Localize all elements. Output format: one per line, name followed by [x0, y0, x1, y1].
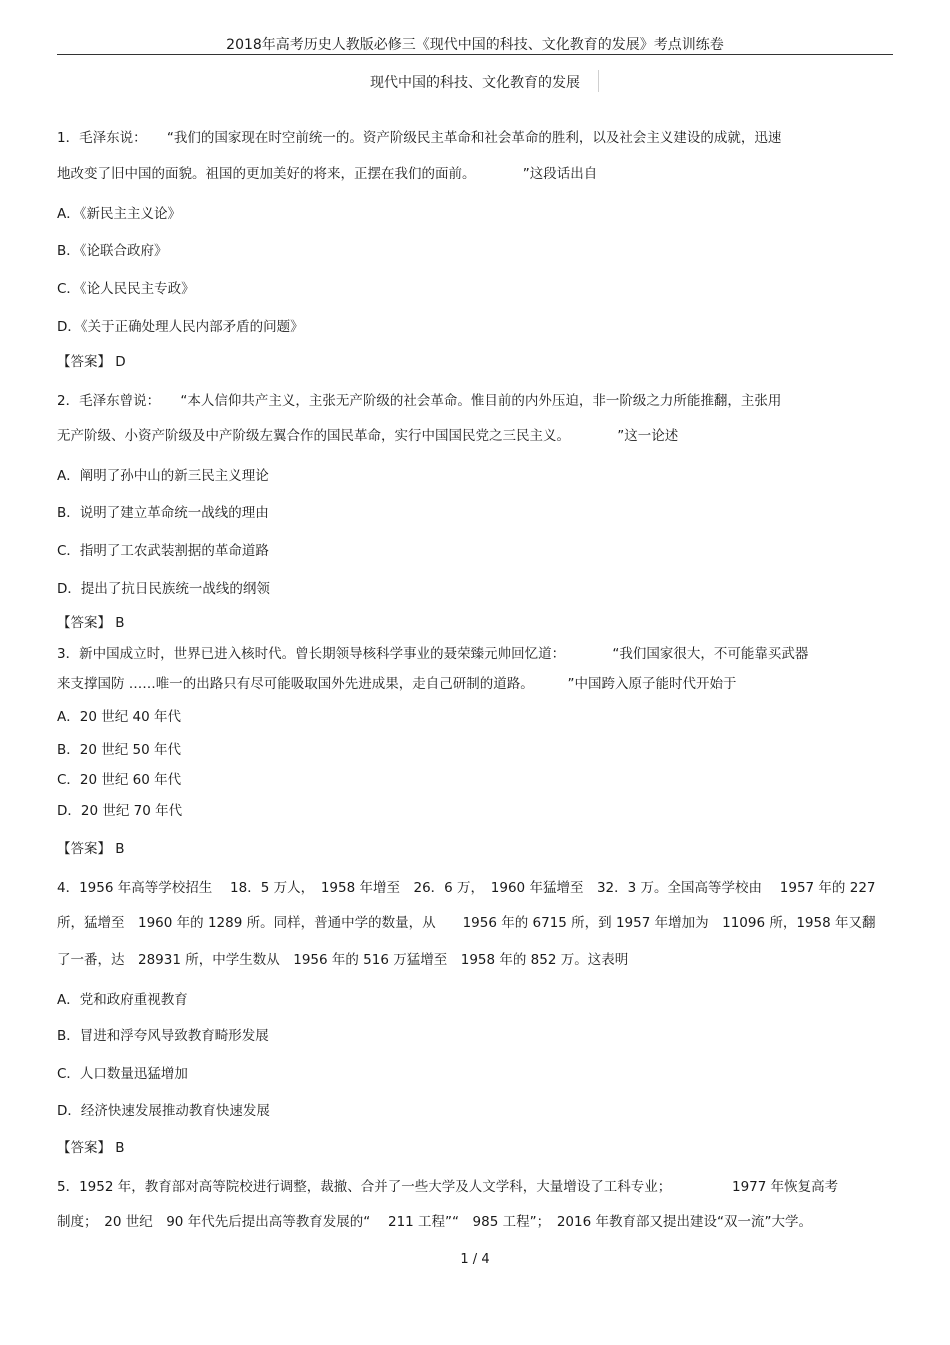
question-3-option-b: B．20 世纪 50 年代 [57, 742, 181, 758]
question-4-line-1: 4．1956 年高等学校招生 18．5 万人， 1958 年增至 26．6 万， 1960 年猛增至 32．3 万。全国高等学校由 1957 年的 227 [57, 880, 876, 896]
question-2-option-b: B．说明了建立革命统一战线的理由 [57, 505, 269, 521]
question-4-line-3: 了一番，达 28931 所，中学生数从 1956 年的 516 万猛增至 1958 年的 852 万。这表明 [57, 952, 629, 968]
header-divider [57, 54, 893, 55]
question-3-option-a: A．20 世纪 40 年代 [57, 709, 181, 725]
question-4-option-d: D．经济快速发展推动教育快速发展 [57, 1103, 270, 1119]
question-5-line-1: 5．1952 年，教育部对高等院校进行调整，裁撤、合并了一些大学及人文学科，大量增设了工科专业； 1977 年恢复高考 [57, 1179, 839, 1195]
document-header-title: 2018年高考历史人教版必修三《现代中国的科技、文化教育的发展》考点训练卷 [226, 37, 724, 53]
question-2-line-1: 2．毛泽东曾说： “本人信仰共产主义，主张无产阶级的社会革命。惟目前的内外压迫，非一阶级之力所能推翻，主张用 [57, 393, 782, 409]
question-3-line-1: 3．新中国成立时，世界已进入核时代。曾长期领导核科学事业的聂荣臻元帅回忆道： “我们国家很大，不可能靠买武器 [57, 646, 809, 662]
page-number: 1 / 4 [460, 1252, 490, 1267]
question-2-option-c: C．指明了工农武装割据的革命道路 [57, 543, 269, 559]
question-4-line-2: 所，猛增至 1960 年的 1289 所。同样，普通中学的数量，从 1956 年的 6715 所，到 1957 年增加为 11096 所，1958 年又翻 [57, 915, 876, 931]
question-4-option-b: B．冒进和浮夸风导致教育畸形发展 [57, 1028, 269, 1044]
question-2-answer: 【答案】 B [57, 615, 125, 631]
question-1-answer: 【答案】 D [57, 354, 126, 370]
question-3-option-c: C．20 世纪 60 年代 [57, 772, 182, 788]
title-divider-mark [598, 70, 599, 92]
question-4-answer: 【答案】 B [57, 1140, 125, 1156]
question-1-option-a: A．《新民主主义论》 [57, 206, 181, 222]
question-1-option-d: D．《关于正确处理人民内部矛盾的问题》 [57, 319, 304, 335]
question-3-answer: 【答案】 B [57, 841, 125, 857]
question-4-option-a: A．党和政府重视教育 [57, 992, 188, 1008]
question-2-option-a: A．阐明了孙中山的新三民主义理论 [57, 468, 269, 484]
question-3-option-d: D．20 世纪 70 年代 [57, 803, 183, 819]
question-2-option-d: D．提出了抗日民族统一战线的纲领 [57, 581, 270, 597]
question-1-line-1: 1．毛泽东说： “我们的国家现在时空前统一的。资产阶级民主革命和社会革命的胜利，以及社会主义建设的成就，迅速 [57, 130, 782, 146]
question-3-line-2: 来支撑国防 ……唯一的出路只有尽可能吸取国外先进成果，走自己研制的道路。 ”中国跨入原子能时代开始于 [57, 676, 737, 692]
question-1-option-b: B．《论联合政府》 [57, 243, 168, 259]
question-4-option-c: C．人口数量迅猛增加 [57, 1066, 188, 1082]
question-1-option-c: C．《论人民民主专政》 [57, 281, 195, 297]
question-5-line-2: 制度； 20 世纪 90 年代先后提出高等教育发展的“ 211 工程”“ 985 工程”； 2016 年教育部又提出建设“双一流”大学。 [57, 1214, 812, 1230]
section-title: 现代中国的科技、文化教育的发展 [370, 75, 580, 91]
question-1-line-2: 地改变了旧中国的面貌。祖国的更加美好的将来，正摆在我们的面前。 ”这段话出自 [57, 166, 598, 182]
question-2-line-2: 无产阶级、小资产阶级及中产阶级左翼合作的国民革命，实行中国国民党之三民主义。 ”这一论述 [57, 428, 679, 444]
